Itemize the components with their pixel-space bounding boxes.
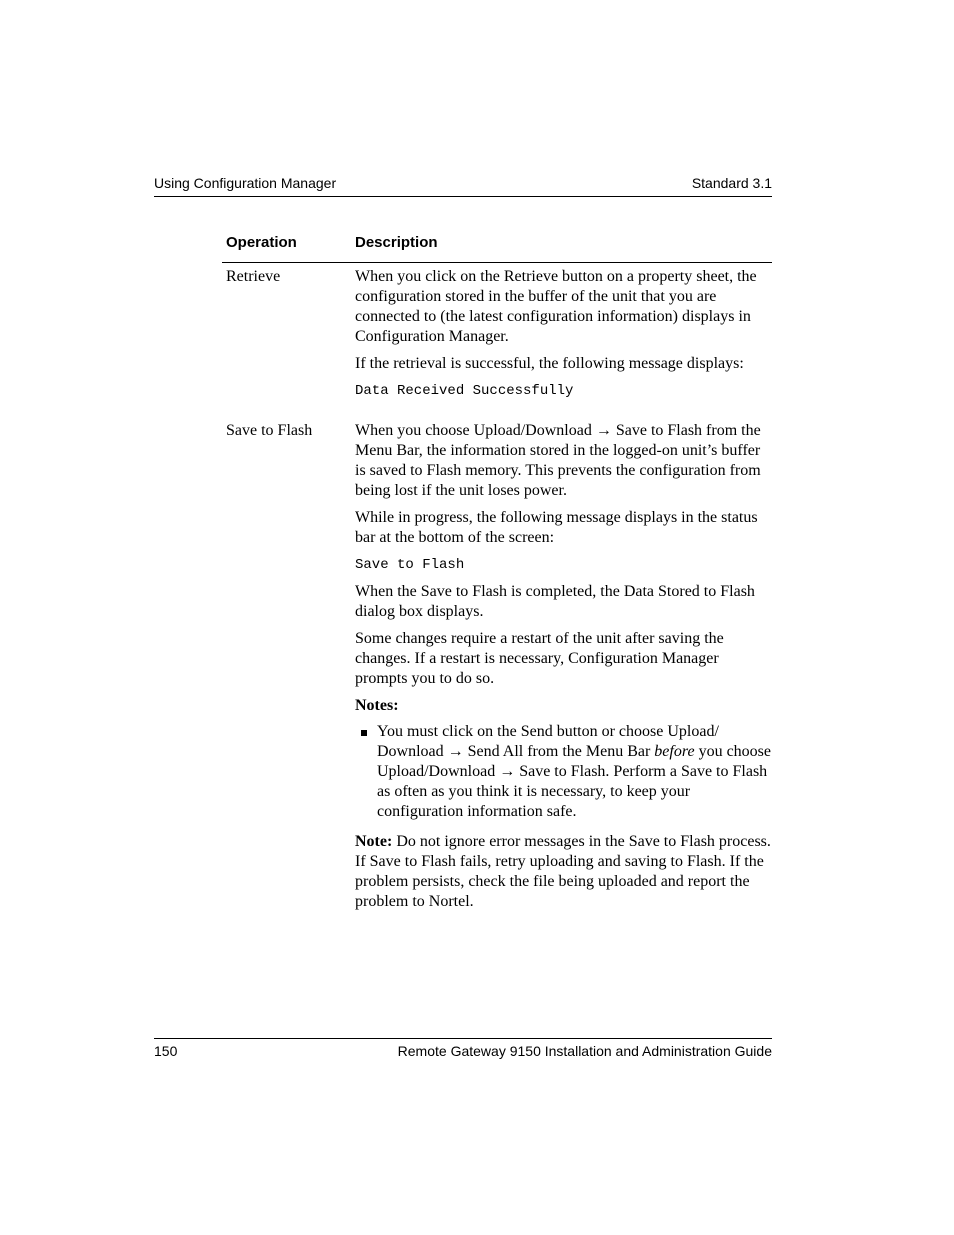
notes-heading: Notes: <box>355 697 399 714</box>
description-cell <box>355 421 772 912</box>
list-item <box>355 722 772 822</box>
column-header-description: Description <box>355 234 438 251</box>
table-row-retrieve <box>222 263 772 401</box>
note-emphasis: before <box>654 743 695 760</box>
column-header-operation: Operation <box>226 234 297 251</box>
operation-cell: Save to Flash <box>226 422 313 439</box>
description-paragraph: When you choose Upload/Download → Save to Flash from the Menu Bar, the information stored in the logged-on unit’s buffer is saved to Flash memory. This prevents the configuration from being lost if the unit loses power. <box>355 422 761 499</box>
table-header-row <box>222 232 772 263</box>
note-text-after: you choose Upload/Download → Save to Flash. Perform a Save to Flash as often as you think it is necessary, to keep your configuration information safe. <box>377 743 772 820</box>
operations-table <box>222 232 772 919</box>
page-header <box>154 175 772 197</box>
table-row-save-to-flash <box>222 408 772 912</box>
page-footer <box>154 1038 772 1059</box>
page-number: 150 <box>154 1043 178 1059</box>
description-paragraph: When you click on the Retrieve button on a property sheet, the configuration stored in the buffer of the unit that you are connected to (the latest configuration information) displays in Configuration Manager. <box>355 268 757 345</box>
description-paragraph: While in progress, the following message displays in the status bar at the bottom of the screen: <box>355 509 758 546</box>
code-message: Save to Flash <box>355 557 465 573</box>
note-text: Do not ignore error messages in the Save to Flash process. If Save to Flash fails, retry uploading and saving to Flash. If the problem persists, check the file being uploaded and report the problem to Nortel. <box>355 833 771 910</box>
description-cell <box>355 267 772 401</box>
notes-list <box>355 722 772 822</box>
description-paragraph: When the Save to Flash is completed, the Data Stored to Flash dialog box displays. <box>355 583 755 620</box>
note-label: Note: <box>355 833 393 850</box>
note-text-before: You must click on the Send button or choose Upload/ Download → Send All from the Menu Bar <box>377 723 719 760</box>
description-paragraph: Some changes require a restart of the unit after saving the changes. If a restart is necessary, Configuration Manager prompts you to do so. <box>355 630 724 687</box>
code-message: Data Received Successfully <box>355 383 574 399</box>
operation-cell: Retrieve <box>226 268 281 285</box>
description-paragraph: If the retrieval is successful, the following message displays: <box>355 355 744 372</box>
header-standard: Standard 3.1 <box>691 175 772 191</box>
square-bullet-icon <box>361 730 367 736</box>
header-section-title: Using Configuration Manager <box>154 175 337 191</box>
guide-title: Remote Gateway 9150 Installation and Administration Guide <box>397 1043 772 1059</box>
note-paragraph <box>355 832 772 912</box>
